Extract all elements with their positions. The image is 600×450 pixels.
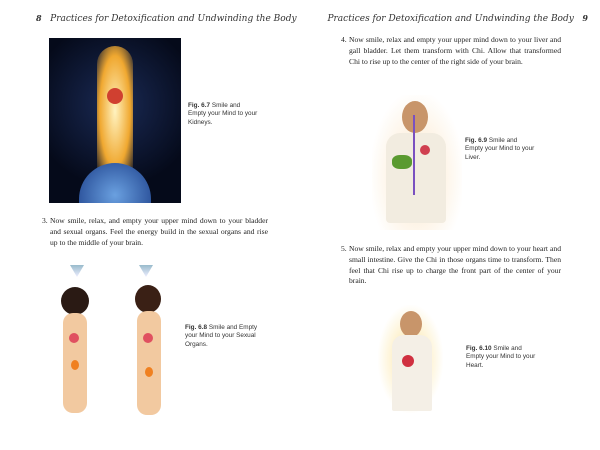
step-3-paragraph bbox=[42, 216, 268, 248]
fig-label: Fig. 6.10 bbox=[466, 345, 492, 352]
running-head-text: Practices for Detoxification and Undwinding the Body bbox=[327, 14, 574, 24]
fig-6-10-caption bbox=[466, 345, 536, 370]
energy-channel bbox=[413, 115, 415, 195]
running-head-text: Practices for Detoxification and Undwinding the Body bbox=[50, 14, 297, 24]
step-text: Now smile, relax and empty your upper mind down to your liver and gall bladder. Let them transform with Chi. Allow that transformed Chi to rise up to the center of the right side of your brain. bbox=[349, 35, 561, 66]
fig-6-9-image bbox=[372, 95, 462, 230]
fig-label: Fig. 6.9 bbox=[465, 137, 488, 144]
glowing-figure bbox=[97, 46, 133, 176]
fig-6-8-image bbox=[55, 265, 175, 415]
female-head bbox=[61, 287, 89, 315]
fig-6-7-caption bbox=[188, 102, 258, 127]
caption-text: Smile and Empty your Mind to your Kidneys. bbox=[188, 102, 258, 126]
head bbox=[402, 101, 428, 133]
fig-6-7-image bbox=[49, 38, 181, 203]
heart-glow bbox=[143, 333, 153, 343]
fig-6-9-caption bbox=[465, 137, 535, 162]
step-text: Now smile, relax, and empty your upper mind down to your bladder and sexual organs. Feel the energy build in the sexual organs and rise up to the middle of your brain. bbox=[50, 216, 268, 247]
running-head-left bbox=[36, 13, 297, 24]
caption-text: Smile and Empty your Mind to your Liver. bbox=[465, 137, 535, 161]
fig-6-10-image bbox=[378, 305, 443, 413]
fire-glow bbox=[145, 367, 153, 377]
heart-glow bbox=[402, 355, 414, 367]
male-body bbox=[137, 311, 161, 415]
fig-label: Fig. 6.7 bbox=[188, 102, 211, 109]
step-number: 4. bbox=[341, 35, 347, 44]
light-cone bbox=[70, 265, 84, 277]
heart-glow bbox=[69, 333, 79, 343]
fig-label: Fig. 6.8 bbox=[185, 324, 208, 331]
light-cone bbox=[139, 265, 153, 277]
running-head-right bbox=[327, 13, 588, 24]
male-head bbox=[135, 285, 161, 313]
caption-text: Smile and Empty your Mind to your Heart. bbox=[466, 345, 536, 369]
step-5-paragraph bbox=[341, 244, 561, 287]
caption-text: Smile and Empty your Mind to your Sexual Organs. bbox=[185, 324, 258, 348]
step-number: 3. bbox=[42, 216, 48, 225]
step-text: Now smile, relax and empty your upper mind down to your heart and small intestine. Give the Chi in those organs time to transform. Then feel that Chi rise up to charge the front part of the center of your brain. bbox=[349, 244, 561, 286]
fig-6-8-caption bbox=[185, 324, 265, 349]
page-number: 8 bbox=[36, 13, 42, 23]
fire-glow bbox=[71, 360, 79, 370]
head bbox=[400, 311, 422, 337]
shirt-body bbox=[386, 133, 446, 223]
step-4-paragraph bbox=[341, 35, 561, 67]
kidney-glow bbox=[107, 88, 123, 104]
body bbox=[392, 335, 432, 411]
page-number: 9 bbox=[582, 13, 588, 23]
earth-globe bbox=[79, 163, 151, 203]
heart-glow bbox=[420, 145, 430, 155]
step-number: 5. bbox=[341, 244, 347, 253]
liver-glow bbox=[392, 155, 412, 169]
